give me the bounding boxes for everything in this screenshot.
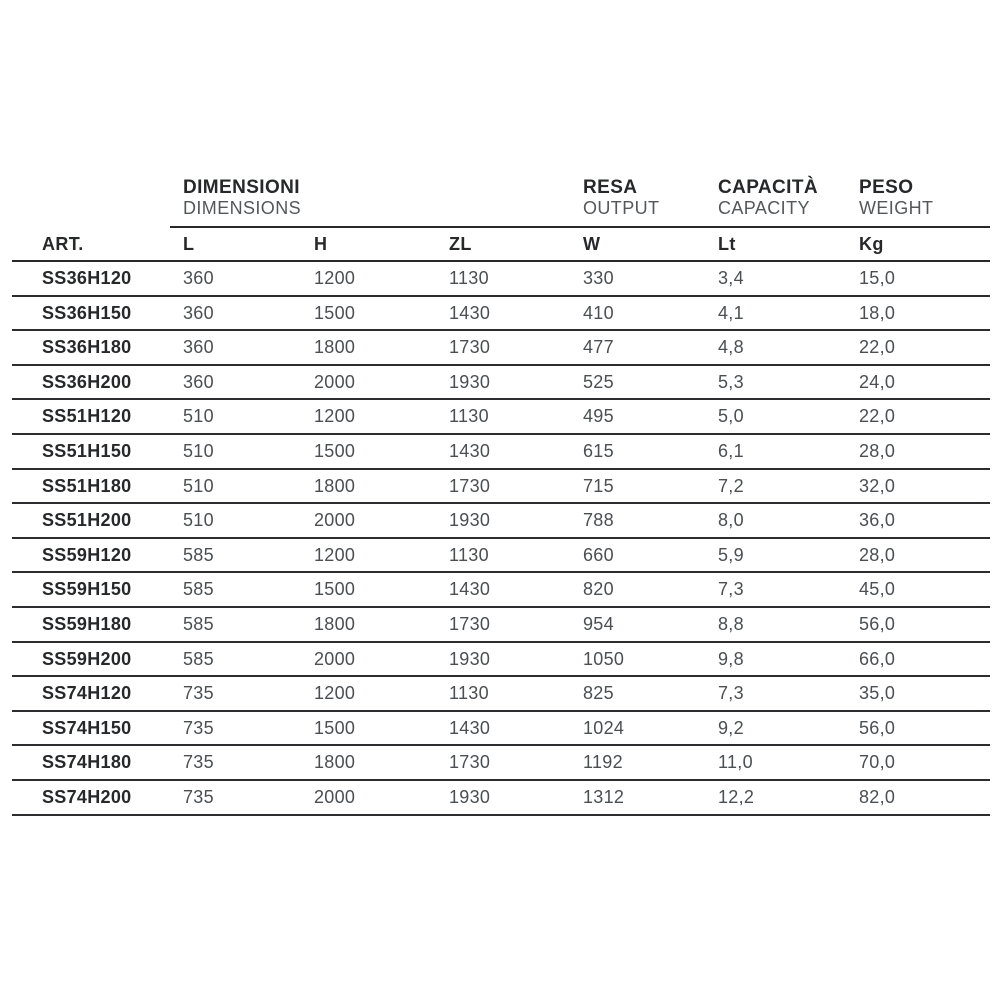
article-code: SS51H120: [42, 406, 132, 427]
table-row: [12, 573, 990, 608]
value-cell: 1430: [449, 440, 491, 461]
group-title-resa: RESA: [583, 177, 638, 198]
value-cell: 360: [183, 371, 214, 392]
value-cell: 22,0: [859, 406, 896, 427]
article-code: SS51H180: [42, 475, 132, 496]
value-cell: 2000: [314, 510, 356, 531]
group-capacity: [718, 175, 859, 228]
value-cell: 495: [583, 406, 614, 427]
value-cell: 6,1: [718, 440, 744, 461]
column-header-kg: Kg: [859, 234, 884, 254]
value-cell: 35,0: [859, 683, 896, 704]
value-cell: 1800: [314, 475, 356, 496]
value-cell: 2000: [314, 786, 356, 807]
value-cell: 735: [183, 752, 214, 773]
table-row: [12, 712, 990, 747]
column-header-row: [12, 228, 990, 262]
group-subtitle-output: OUTPUT: [583, 198, 660, 219]
value-cell: 477: [583, 337, 614, 358]
value-cell: 2000: [314, 648, 356, 669]
value-cell: 660: [583, 544, 614, 565]
table-row: [12, 262, 990, 297]
value-cell: 2000: [314, 371, 356, 392]
value-cell: 3,4: [718, 268, 744, 288]
value-cell: 788: [583, 510, 614, 531]
group-title-capacita: CAPACITÀ: [718, 177, 818, 198]
value-cell: 585: [183, 613, 214, 634]
value-cell: 1930: [449, 648, 491, 669]
value-cell: 7,2: [718, 475, 744, 496]
value-cell: 1930: [449, 371, 491, 392]
value-cell: 82,0: [859, 786, 896, 807]
group-title-dimensioni: DIMENSIONI: [183, 177, 300, 198]
value-cell: 1500: [314, 302, 356, 323]
value-cell: 1050: [583, 648, 625, 669]
value-cell: 585: [183, 544, 214, 565]
value-cell: 1930: [449, 786, 491, 807]
value-cell: 5,0: [718, 406, 744, 427]
value-cell: 1800: [314, 613, 356, 634]
value-cell: 7,3: [718, 683, 744, 704]
value-cell: 1430: [449, 717, 491, 738]
article-code: SS74H200: [42, 786, 132, 807]
value-cell: 70,0: [859, 752, 896, 773]
value-cell: 5,9: [718, 544, 744, 565]
article-code: SS36H150: [42, 302, 132, 323]
value-cell: 1130: [449, 544, 489, 565]
value-cell: 1200: [314, 406, 356, 427]
value-cell: 66,0: [859, 648, 896, 669]
article-code: SS59H150: [42, 579, 132, 600]
table-row: [12, 366, 990, 401]
value-cell: 360: [183, 302, 214, 323]
table-row: [12, 504, 990, 539]
group-dimensions: [170, 175, 583, 228]
value-cell: 585: [183, 648, 214, 669]
value-cell: 1800: [314, 337, 356, 358]
column-header-h: H: [314, 234, 328, 254]
table-body: [12, 262, 990, 816]
table-row: [12, 470, 990, 505]
article-code: SS59H200: [42, 648, 132, 669]
group-header-spacer: [12, 175, 170, 228]
value-cell: 510: [183, 406, 214, 427]
value-cell: 45,0: [859, 579, 896, 600]
value-cell: 9,2: [718, 717, 744, 738]
value-cell: 1130: [449, 268, 489, 288]
article-code: SS51H200: [42, 510, 132, 531]
value-cell: 1800: [314, 752, 356, 773]
value-cell: 735: [183, 683, 214, 704]
article-code: SS51H150: [42, 440, 132, 461]
value-cell: 1500: [314, 579, 356, 600]
article-code: SS74H150: [42, 717, 132, 738]
table-row: [12, 539, 990, 574]
value-cell: 1500: [314, 717, 356, 738]
article-code: SS36H200: [42, 371, 132, 392]
column-header-l: L: [183, 234, 195, 254]
value-cell: 360: [183, 268, 214, 288]
value-cell: 1930: [449, 510, 491, 531]
value-cell: 5,3: [718, 371, 744, 392]
value-cell: 1730: [449, 337, 491, 358]
table-row: [12, 643, 990, 678]
value-cell: 1430: [449, 302, 491, 323]
value-cell: 410: [583, 302, 614, 323]
value-cell: 735: [183, 786, 214, 807]
value-cell: 1730: [449, 752, 491, 773]
table-row: [12, 677, 990, 712]
value-cell: 820: [583, 579, 614, 600]
value-cell: 1730: [449, 613, 491, 634]
value-cell: 56,0: [859, 717, 896, 738]
article-code: SS74H180: [42, 752, 132, 773]
value-cell: 24,0: [859, 371, 896, 392]
article-code: SS59H180: [42, 613, 132, 634]
article-code: SS59H120: [42, 544, 132, 565]
value-cell: 1192: [583, 752, 623, 773]
value-cell: 1430: [449, 579, 491, 600]
value-cell: 715: [583, 475, 614, 496]
value-cell: 1130: [449, 406, 489, 427]
group-header-row: [12, 175, 990, 228]
value-cell: 1312: [583, 786, 625, 807]
value-cell: 36,0: [859, 510, 896, 531]
value-cell: 330: [583, 268, 614, 288]
value-cell: 4,8: [718, 337, 744, 358]
table-row: [12, 608, 990, 643]
value-cell: 1500: [314, 440, 356, 461]
value-cell: 615: [583, 440, 614, 461]
article-code: SS36H120: [42, 268, 132, 288]
group-subtitle-weight: WEIGHT: [859, 198, 934, 219]
article-code: SS36H180: [42, 337, 132, 358]
table-row: [12, 297, 990, 332]
table-row: [12, 781, 990, 816]
value-cell: 525: [583, 371, 614, 392]
group-subtitle-capacity: CAPACITY: [718, 198, 810, 219]
column-header-art: ART.: [42, 234, 84, 254]
value-cell: 510: [183, 510, 214, 531]
value-cell: 510: [183, 475, 214, 496]
value-cell: 825: [583, 683, 614, 704]
article-code: SS74H120: [42, 683, 132, 704]
table-row: [12, 400, 990, 435]
column-header-lt: Lt: [718, 234, 736, 254]
value-cell: 954: [583, 613, 614, 634]
value-cell: 1200: [314, 683, 356, 704]
group-weight: [859, 175, 990, 228]
value-cell: 4,1: [718, 302, 744, 323]
column-header-w: W: [583, 234, 601, 254]
table-row: [12, 435, 990, 470]
value-cell: 1200: [314, 544, 356, 565]
value-cell: 12,2: [718, 786, 755, 807]
value-cell: 22,0: [859, 337, 896, 358]
value-cell: 11,0: [718, 752, 753, 773]
value-cell: 8,8: [718, 613, 744, 634]
value-cell: 585: [183, 579, 214, 600]
value-cell: 735: [183, 717, 214, 738]
table-row: [12, 331, 990, 366]
value-cell: 9,8: [718, 648, 744, 669]
value-cell: 1730: [449, 475, 491, 496]
value-cell: 360: [183, 337, 214, 358]
group-title-peso: PESO: [859, 177, 914, 198]
value-cell: 8,0: [718, 510, 744, 531]
group-output: [583, 175, 718, 228]
group-subtitle-dimensions: DIMENSIONS: [183, 198, 302, 219]
value-cell: 15,0: [859, 268, 896, 288]
value-cell: 56,0: [859, 613, 896, 634]
value-cell: 18,0: [859, 302, 896, 323]
value-cell: 510: [183, 440, 214, 461]
specification-table: [12, 175, 990, 816]
table-row: [12, 746, 990, 781]
value-cell: 1130: [449, 683, 489, 704]
value-cell: 28,0: [859, 440, 896, 461]
value-cell: 7,3: [718, 579, 744, 600]
column-header-zl: ZL: [449, 234, 472, 254]
value-cell: 1200: [314, 268, 356, 288]
value-cell: 28,0: [859, 544, 896, 565]
value-cell: 32,0: [859, 475, 896, 496]
value-cell: 1024: [583, 717, 625, 738]
